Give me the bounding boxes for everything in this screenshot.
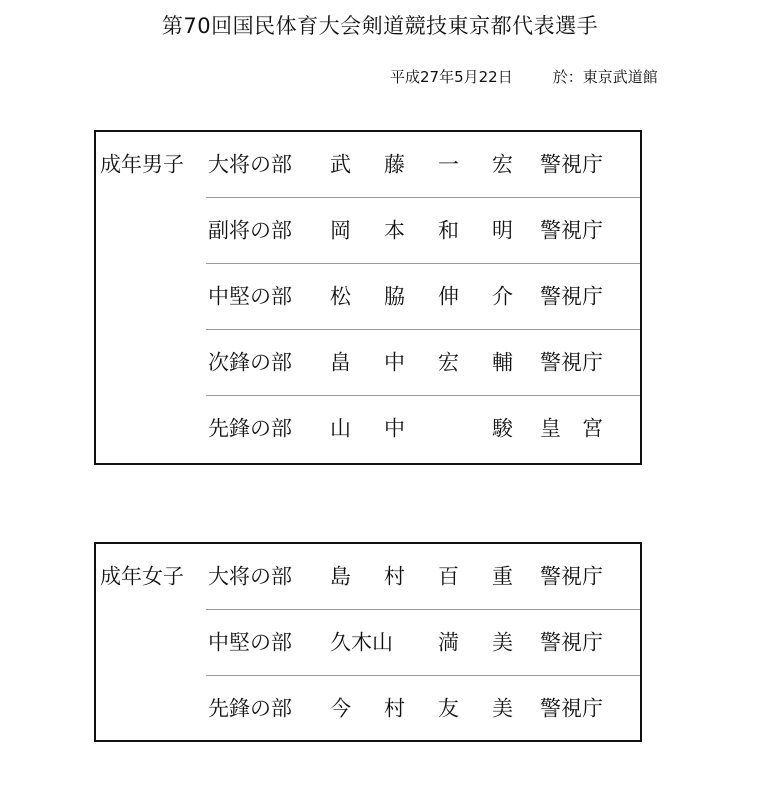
name-char: 友 — [438, 696, 459, 721]
name-char: 村 — [384, 696, 405, 721]
player-name — [330, 350, 546, 375]
name-char: 美 — [492, 696, 513, 721]
event-date: 平成27年5月22日 — [390, 68, 513, 86]
name-char: 藤 — [384, 152, 405, 177]
table-row — [96, 330, 640, 396]
player-name — [330, 696, 546, 721]
table-row — [96, 676, 640, 742]
event-meta — [390, 66, 658, 87]
player-name — [330, 152, 546, 177]
division-label: 大将の部 — [208, 152, 292, 177]
name-char: 一 — [438, 152, 459, 177]
name-char: 満 — [438, 630, 459, 655]
table-row — [96, 132, 640, 198]
division-label: 次鋒の部 — [208, 350, 292, 375]
affiliation-label: 警視庁 — [540, 284, 603, 309]
table-row — [96, 610, 640, 676]
name-char: 百 — [438, 564, 459, 589]
division-label: 中堅の部 — [208, 284, 292, 309]
player-name — [330, 416, 546, 441]
table-row — [96, 544, 640, 610]
table-row — [96, 396, 640, 462]
name-char: 畠 — [330, 350, 351, 375]
name-char: 和 — [438, 218, 459, 243]
division-label: 副将の部 — [208, 218, 292, 243]
table-row — [96, 264, 640, 330]
name-char: 今 — [330, 696, 351, 721]
affiliation-label: 警視庁 — [540, 696, 603, 721]
player-name — [330, 564, 546, 589]
player-name — [330, 630, 546, 655]
women-roster-table — [94, 542, 642, 742]
name-char: 岡 — [330, 218, 351, 243]
name-char: 伸 — [438, 284, 459, 309]
name-char: 本 — [384, 218, 405, 243]
name-char: 宏 — [438, 350, 459, 375]
name-char: 脇 — [384, 284, 405, 309]
name-char: 中 — [384, 416, 405, 441]
name-char: 武 — [330, 152, 351, 177]
affiliation-label: 警視庁 — [540, 218, 603, 243]
name-char: 宏 — [492, 152, 513, 177]
name-char: 美 — [492, 630, 513, 655]
affiliation-label: 警視庁 — [540, 630, 603, 655]
men-roster-table — [94, 130, 642, 465]
name-char: 久木山 — [330, 630, 393, 655]
name-char: 重 — [492, 564, 513, 589]
table-row — [96, 198, 640, 264]
affiliation-label: 警視庁 — [540, 564, 603, 589]
name-char: 明 — [492, 218, 513, 243]
event-venue: 於：東京武道館 — [552, 68, 658, 86]
name-char: 介 — [492, 284, 513, 309]
affiliation-label: 警視庁 — [540, 152, 603, 177]
player-name — [330, 284, 546, 309]
name-char: 村 — [384, 564, 405, 589]
category-label: 成年男子 — [100, 152, 184, 177]
division-label: 先鋒の部 — [208, 696, 292, 721]
affiliation-label: 警視庁 — [540, 350, 603, 375]
name-char: 輔 — [492, 350, 513, 375]
name-char: 松 — [330, 284, 351, 309]
division-label: 先鋒の部 — [208, 416, 292, 441]
player-name — [330, 218, 546, 243]
page-title: 第70回国民体育大会剣道競技東京都代表選手 — [161, 14, 599, 38]
name-char: 島 — [330, 564, 351, 589]
name-char: 駿 — [492, 416, 513, 441]
division-label: 大将の部 — [208, 564, 292, 589]
name-char: 山 — [330, 416, 351, 441]
affiliation-label: 皇 宮 — [540, 416, 603, 441]
category-label: 成年女子 — [100, 564, 184, 589]
division-label: 中堅の部 — [208, 630, 292, 655]
name-char: 中 — [384, 350, 405, 375]
